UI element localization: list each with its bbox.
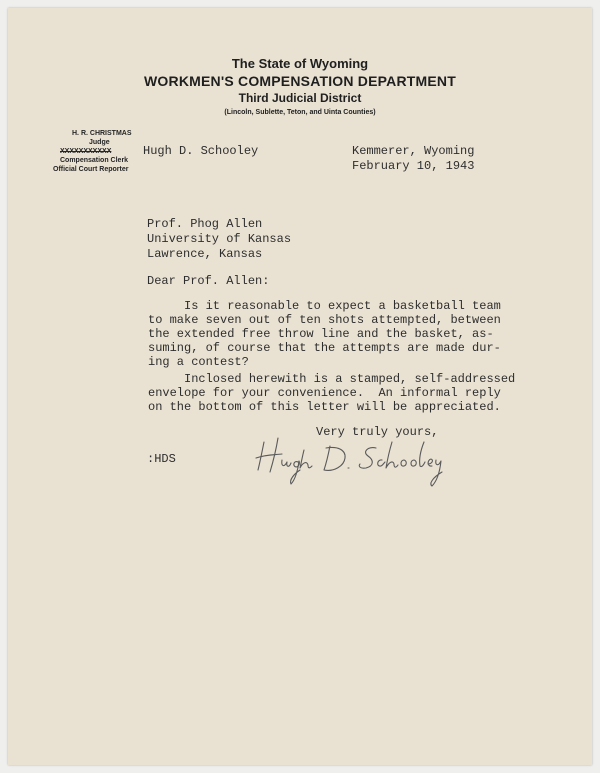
body-paragraph-2: Inclosed herewith is a stamped, self-addressed envelope for your convenience. An informal reply on the bottom of this letter will be appreciated. (148, 372, 516, 414)
letterhead-counties: (Lincoln, Sublette, Teton, and Uinta Counties) (224, 109, 376, 116)
clerk-title: Compensation Clerk (60, 157, 129, 164)
closing: Very truly yours, (316, 425, 439, 439)
letterhead-department: WORKMEN'S COMPENSATION DEPARTMENT (144, 73, 456, 89)
judge-name: H. R. CHRISTMAS (72, 130, 132, 137)
recipient-city: Lawrence, Kansas (147, 247, 263, 261)
handwritten-signature (248, 428, 458, 490)
judge-title: Judge (89, 139, 110, 146)
body-paragraph-1: Is it reasonable to expect a basketball team to make seven out of ten shots attempted, between the extended free throw line and the basket, as- suming, of course that the attempts are made dur- ing a contest? (148, 299, 501, 369)
recipient-org: University of Kansas (147, 232, 292, 246)
letterhead-state: The State of Wyoming (231, 56, 369, 71)
letterhead-district: Third Judicial District (238, 91, 362, 105)
sender-name: Hugh D. Schooley (143, 144, 259, 158)
recipient-name: Prof. Phog Allen (147, 217, 263, 231)
salutation: Dear Prof. Allen: (147, 274, 270, 288)
sender-place: Kemmerer, Wyoming (352, 144, 475, 158)
typist-initials: :HDS (147, 452, 176, 466)
reporter-title: Official Court Reporter (53, 166, 129, 173)
struck-out-name: XXXXXXXXXXX (60, 148, 112, 155)
letter-date: February 10, 1943 (352, 159, 475, 173)
